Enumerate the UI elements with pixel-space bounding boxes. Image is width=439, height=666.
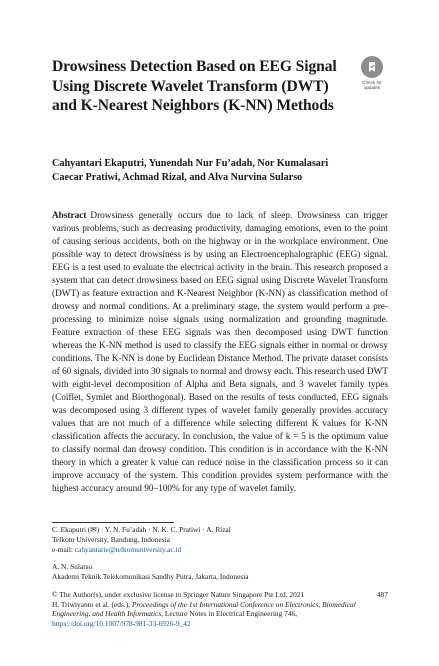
footnote-divider <box>52 522 174 523</box>
author-line: C. Ekaputri (✉) · Y. N. Fu’adah · N. K. C. Pratiwi · A. Rizal <box>52 525 231 534</box>
publisher-info <box>52 590 372 629</box>
doi-link[interactable]: https://doi.org/10.1007/978-981-33-6926-9_42 <box>52 619 191 629</box>
email-label: e-mail: <box>52 544 75 554</box>
bookmark-icon <box>361 56 383 78</box>
affiliations <box>52 525 382 582</box>
affiliation-1: Telkom University, Bandung, Indonesia <box>52 534 170 544</box>
page-number: 487 <box>376 590 388 599</box>
citation <box>52 600 372 629</box>
editors: H. Triwiyanto et al. (eds.), <box>52 599 132 609</box>
paper-title: Drowsiness Detection Based on EEG Signal Using Discrete Wavelet Transform (DWT) and K-Nearest Neighbors (K-NN) Methods <box>52 58 337 114</box>
copyright-line: © The Author(s), under exclusive license to Springer Nature Singapore Pte Ltd. 2021 <box>52 590 305 599</box>
badge-label: Check for updates <box>362 80 382 91</box>
abstract-text: Drowsiness generally occurs due to lack of sleep. Drowsiness can trigger various problems, such as decreasing productivity, damaging emotions, even to the point of causing serious accidents, both on the highway or in the workplace environment. One possible way to detect drowsiness is by using an Electroencephalographic (EEG) signal. EEG is a test used to evaluate the electrical activity in the brain. This research proposed a system that can detect drowsiness based on EEG signal using Discrete Wavelet Transform (DWT) as feature extraction and K-Nearest Neighbor (K-NN) as classification method of drowsy and normal conditions. At a preliminary stage, the system would perform a pre-processing to minimize noise signals using normalization and grounding magnitude. Feature extraction of these EEG signals was then decomposed using DWT function whereas the K-NN method is used to classify the EEG signals either in normal or drowsy conditions. The K-NN is done by Euclidean Distance Method. The private dataset consists of 60 signals, divided into 30 signals to normal and drowsy each. This research used DWT with eight-level decomposition of Alpha and Beta signals, and 3 wavelet family types (Coiflet, Symlet and Biorthogonal). Based on the results of tests conducted, EEG signals was decomposed using 3 different types of wavelet family generally provides accuracy values that are not much of a difference while selecting different K values for K-NN classification affects the accuracy. In conclusion, the value of k = 5 is the optimum value to classify normal dan drowsy condition. This condition is in accordance with the K-NN theory in which a greater k value can reduce noise in the classification process so it can improve accuracy of the system. This condition provides system performance with the highest accuracy around 90–100% for any type of wavelet family. <box>52 211 388 495</box>
email-line <box>52 545 382 555</box>
email-link[interactable]: cahyantarie@telkomuniversity.ac.id <box>74 544 182 554</box>
author-list: Cahyantari Ekaputri, Yunendah Nur Fu’adah, Nor Kumalasari Caecar Pratiwi, Achmad Rizal, and Alva Nurvina Sularso <box>52 158 329 183</box>
check-for-updates-badge[interactable] <box>357 56 387 96</box>
series: , Lecture Notes in Electrical Engineering 746, <box>161 609 298 619</box>
affiliation-2: Akademi Teknik Telekomunikasi Sandhy Putra, Jakarta, Indonesia <box>52 571 249 581</box>
abstract-heading: Abstract <box>52 211 87 221</box>
proceedings-title: Proceedings of the 1st International Conference on Electronics, Biomedical Engineering, and Health Informatics <box>52 599 356 619</box>
author-2: A. N. Sularso <box>52 561 93 571</box>
abstract <box>52 210 388 496</box>
